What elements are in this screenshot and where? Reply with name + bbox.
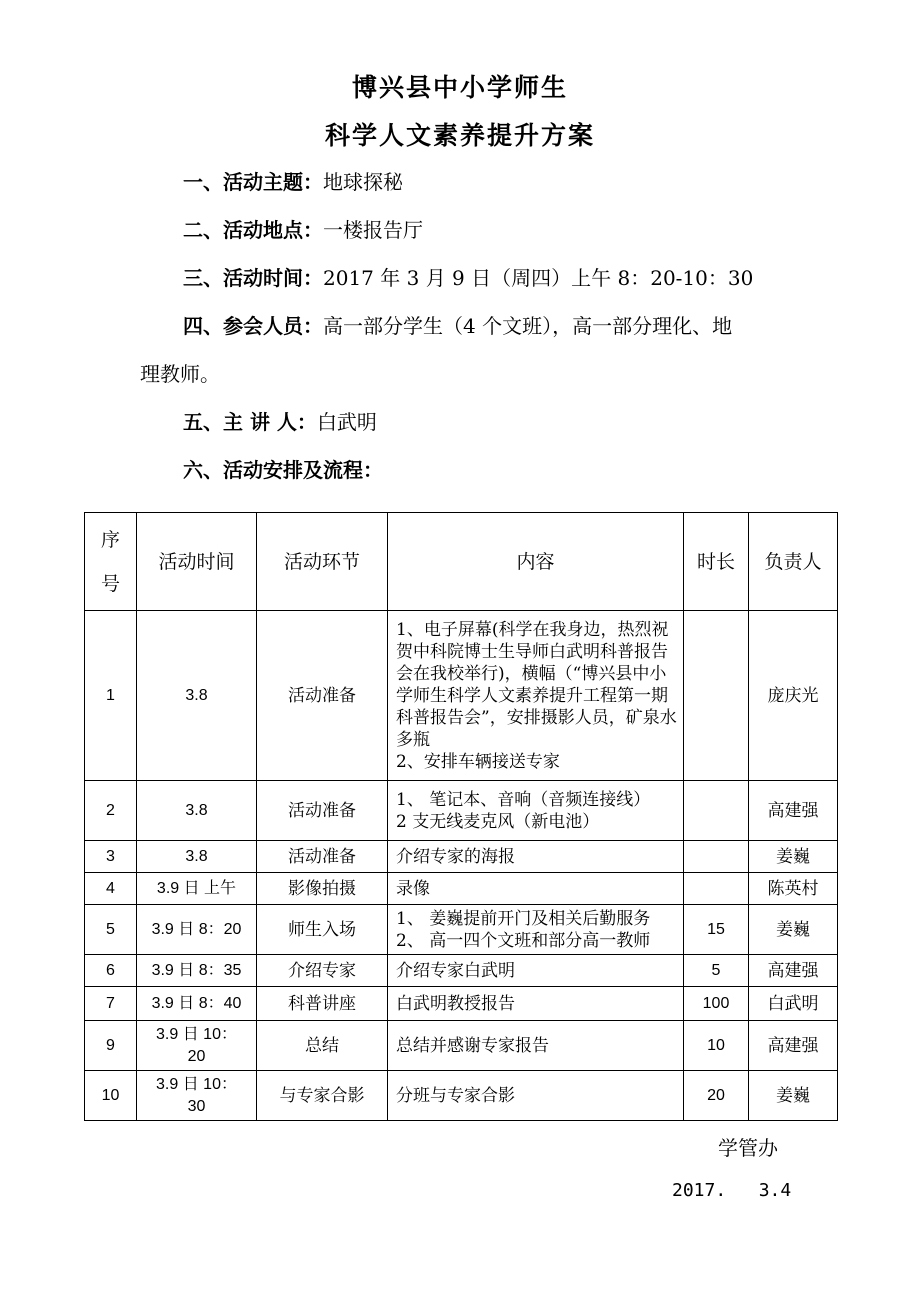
cell-duration: 5: [684, 955, 749, 987]
footer-office: 学管办: [718, 1136, 778, 1160]
cell-step: 总结: [257, 1021, 388, 1071]
cell-no: 9: [85, 1021, 137, 1071]
section-value: 地球探秘: [323, 170, 403, 194]
cell-time: 3.9 日 8：35: [137, 955, 257, 987]
cell-owner: 白武明: [749, 987, 838, 1021]
title-line-2: 科学人文素养提升方案: [324, 121, 595, 150]
cell-duration: [684, 873, 749, 905]
cell-owner: 高建强: [749, 1021, 838, 1071]
section-theme: [183, 166, 403, 195]
cell-owner: 陈英村: [749, 873, 838, 905]
cell-no: 4: [85, 873, 137, 905]
cell-time: 3.8: [137, 841, 257, 873]
header-duration: 时长: [684, 513, 749, 611]
header-time: 活动时间: [137, 513, 257, 611]
section-label: 四、参会人员：: [183, 314, 323, 338]
cell-duration: 10: [684, 1021, 749, 1071]
table-row: [85, 1021, 838, 1071]
table-header-row: [85, 513, 838, 611]
cell-step: 影像拍摄: [257, 873, 388, 905]
section-value: 一楼报告厅: [323, 218, 423, 242]
cell-no: 7: [85, 987, 137, 1021]
cell-owner: 姜巍: [749, 905, 838, 955]
section-time: [183, 262, 753, 291]
table-row: [85, 1071, 838, 1121]
cell-no: 10: [85, 1071, 137, 1121]
title-line-1: 博兴县中小学师生: [351, 73, 568, 102]
header-no: 序 号: [85, 513, 137, 611]
cell-step: 师生入场: [257, 905, 388, 955]
section-speaker: [183, 406, 377, 435]
cell-content: 1、 姜巍提前开门及相关后勤服务 2、 高一四个文班和部分高一教师: [388, 905, 684, 955]
cell-duration: [684, 781, 749, 841]
footer-date: 2017. 3.4: [672, 1180, 792, 1201]
cell-content: 1、电子屏幕(科学在我身边，热烈祝贺中科院博士生导师白武明科普报告会在我校举行)，横幅（“博兴县中小学师生科学人文素养提升工程第一期科普报告会”，安排摄影人员，矿泉水多瓶 2、安排车辆接送专家: [388, 611, 684, 781]
section-place: [183, 214, 423, 243]
cell-time: 3.9 日 8：40: [137, 987, 257, 1021]
cell-no: 3: [85, 841, 137, 873]
section-label: 三、活动时间：: [183, 266, 323, 290]
section-value: 2017 年 3 月 9 日（周四）上午 8：20-10：30: [323, 266, 754, 290]
section-label: 一、活动主题：: [183, 170, 323, 194]
cell-no: 6: [85, 955, 137, 987]
header-step: 活动环节: [257, 513, 388, 611]
cell-step: 活动准备: [257, 841, 388, 873]
section-value: 高一部分学生（4 个文班），高一部分理化、地: [323, 314, 733, 338]
cell-step: 活动准备: [257, 781, 388, 841]
cell-no: 2: [85, 781, 137, 841]
section-attendees-cont: 理教师。: [140, 362, 220, 386]
header-content: 内容: [388, 513, 684, 611]
section-flow: [183, 454, 383, 483]
cell-step: 介绍专家: [257, 955, 388, 987]
cell-content: 介绍专家白武明: [388, 955, 684, 987]
table-row: [85, 987, 838, 1021]
cell-content: 总结并感谢专家报告: [388, 1021, 684, 1071]
cell-duration: 15: [684, 905, 749, 955]
cell-duration: [684, 841, 749, 873]
schedule-table: [84, 512, 838, 1121]
cell-content: 分班与专家合影: [388, 1071, 684, 1121]
cell-time: 3.9 日 10： 30: [137, 1071, 257, 1121]
cell-time: 3.9 日 上午: [137, 873, 257, 905]
cell-step: 活动准备: [257, 611, 388, 781]
cell-step: 与专家合影: [257, 1071, 388, 1121]
cell-step: 科普讲座: [257, 987, 388, 1021]
cell-content: 1、 笔记本、音响（音频连接线） 2 支无线麦克风（新电池）: [388, 781, 684, 841]
cell-no: 1: [85, 611, 137, 781]
section-label: 六、活动安排及流程：: [183, 458, 383, 482]
cell-no: 5: [85, 905, 137, 955]
section-label: 五、主 讲 人：: [183, 410, 317, 434]
cell-time: 3.8: [137, 611, 257, 781]
cell-owner: 姜巍: [749, 1071, 838, 1121]
cell-owner: 姜巍: [749, 841, 838, 873]
cell-content: 介绍专家的海报: [388, 841, 684, 873]
cell-content: 白武明教授报告: [388, 987, 684, 1021]
section-attendees: [183, 310, 732, 339]
table-row: [85, 611, 838, 781]
table-row: [85, 781, 838, 841]
section-value: 白武明: [316, 410, 377, 434]
table-row: [85, 873, 838, 905]
table-row: [85, 841, 838, 873]
cell-time: 3.9 日 8：20: [137, 905, 257, 955]
cell-owner: 高建强: [749, 781, 838, 841]
cell-time: 3.8: [137, 781, 257, 841]
table-row: [85, 905, 838, 955]
cell-duration: 20: [684, 1071, 749, 1121]
cell-owner: 庞庆光: [749, 611, 838, 781]
table-row: [85, 955, 838, 987]
cell-owner: 高建强: [749, 955, 838, 987]
section-label: 二、活动地点：: [183, 218, 323, 242]
header-owner: 负责人: [749, 513, 838, 611]
cell-content: 录像: [388, 873, 684, 905]
cell-time: 3.9 日 10： 20: [137, 1021, 257, 1071]
cell-duration: [684, 611, 749, 781]
cell-duration: 100: [684, 987, 749, 1021]
